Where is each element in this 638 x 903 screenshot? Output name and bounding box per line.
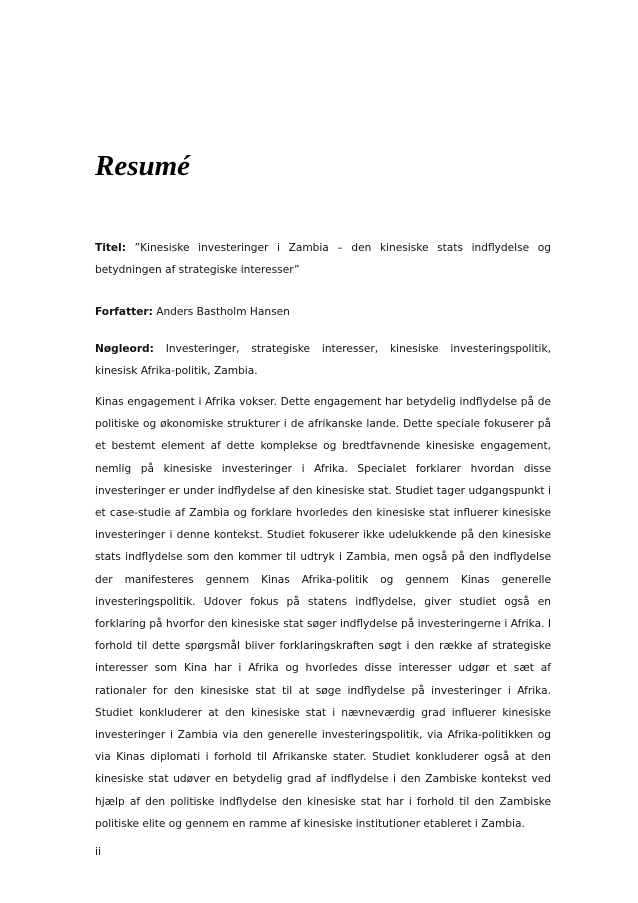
author-label: Forfatter: <box>95 306 153 318</box>
author-value: Anders Bastholm Hansen <box>156 306 290 318</box>
title-value: ”Kinesiske investeringer i Zambia – den kinesiske stats indflydelse og betydningen af strategiske interesser” <box>95 242 551 277</box>
abstract-paragraph: Kinas engagement i Afrika vokser. Dette engagement har betydelig indflydelse på de politiske og økonomiske strukturer i de afrikanske lande. Dette speciale fokuserer på et bestemt element af dette komplekse og bredtfavnende kinesiske engagement, nemlig på kinesiske investeringer i Afrika. Specialet forklarer hvordan disse investeringer er under indflydelse af den kinesiske stat. Studiet tager udgangspunkt i et case-studie af Zambia og forklare hvorledes den kinesiske stat influerer kinesiske investeringer i denne kontekst. Studiet fokuserer ikke udelukkende på den kinesiske stats indflydelse som den kommer til udtryk i Zambia, men også på den indflydelse der manifesteres gennem Kinas Afrika-politik og gennem Kinas generelle investeringspolitik. Udover fokus på statens indflydelse, giver studiet også en forklaring på hvorfor den kinesiske stat søger indflydelse på investeringerne i Afrika. I forhold til dette spørgsmål bliver forklaringskraften søgt i den række af strategiske interesser som Kina har i Afrika og hvorledes disse interesser udgør et sæt af rationaler for den kinesiske stat til at søge indflydelse på investeringer i Afrika. Studiet konkluderer at den kinesiske stat i nævneværdig grad influerer kinesiske investeringer i Zambia via den generelle investeringspolitik, via Afrika-politikken og via Kinas diplomati i forhold til Afrikanske stater. Studiet konkluderer også at den kinesiske stat udøver en betydelig grad af indflydelse i den Zambiske kontekst ved hjælp af den politiske indflydelse den kinesiske stat har i forhold til den Zambiske politiske elite og gennem en ramme af kinesiske institutioner etableret i Zambia. <box>95 396 551 830</box>
author-field <box>95 301 551 323</box>
keywords-label: Nøgleord: <box>95 343 154 355</box>
title-label: Titel: <box>95 242 126 254</box>
page-heading: Resumé <box>95 150 191 182</box>
title-field <box>95 237 551 281</box>
keywords-field <box>95 338 551 382</box>
page-number: ii <box>95 846 101 858</box>
keywords-value: Investeringer, strategiske interesser, kinesiske investeringspolitik, kinesisk Afrika-politik, Zambia. <box>95 343 551 378</box>
